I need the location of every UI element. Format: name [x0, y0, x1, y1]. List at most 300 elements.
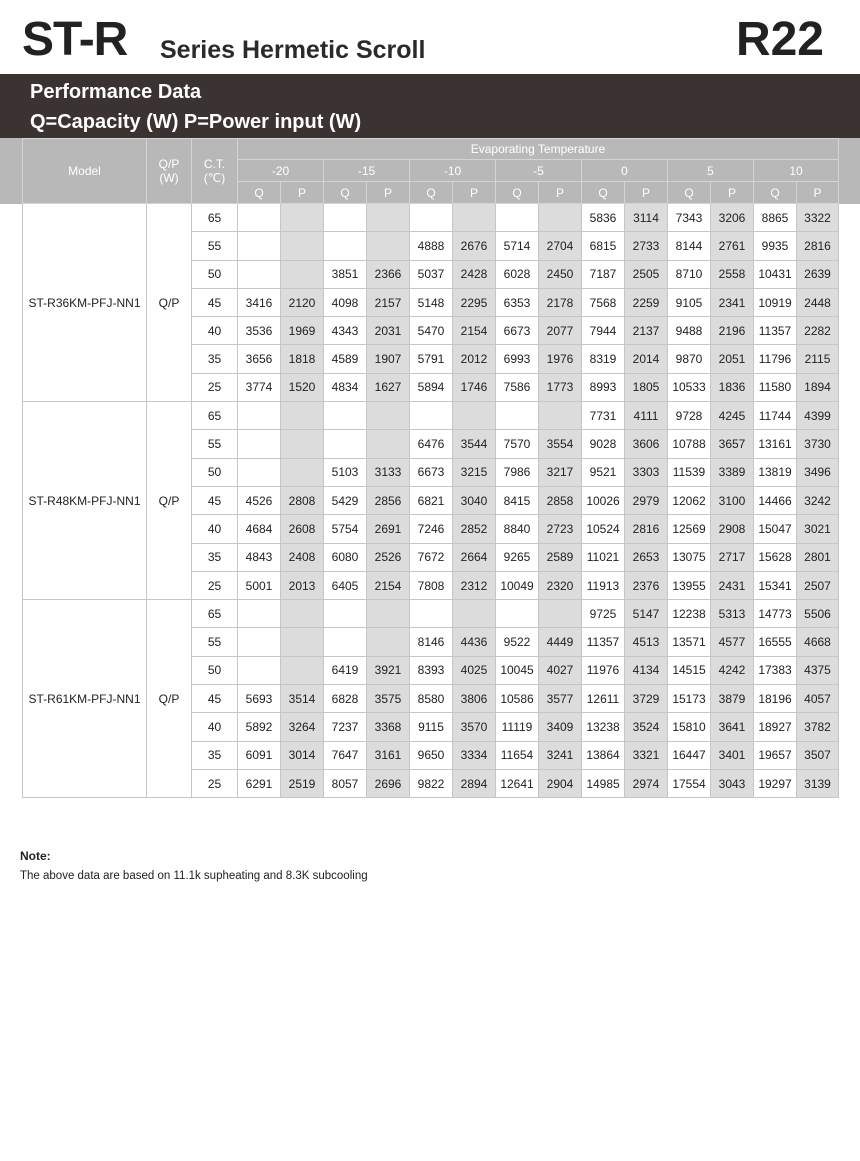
capacity-cell: 13819: [754, 458, 797, 486]
col-header-ct-line: (℃): [203, 171, 226, 185]
power-cell: 2259: [625, 288, 668, 316]
power-cell: [453, 600, 496, 628]
capacity-cell: [324, 600, 367, 628]
capacity-cell: 8865: [754, 204, 797, 232]
capacity-cell: 8319: [582, 345, 625, 373]
col-header-evaporating-temperature: Evaporating Temperature: [238, 139, 839, 160]
power-cell: 2448: [797, 288, 839, 316]
table-head: [23, 139, 839, 204]
capacity-cell: 17383: [754, 656, 797, 684]
power-cell: [367, 402, 410, 430]
power-cell: 3782: [797, 713, 839, 741]
power-cell: 3575: [367, 685, 410, 713]
capacity-cell: [410, 600, 453, 628]
capacity-cell: [324, 430, 367, 458]
capacity-cell: 9265: [496, 543, 539, 571]
power-cell: 3241: [539, 741, 582, 769]
capacity-cell: 16555: [754, 628, 797, 656]
col-header-q: Q: [754, 182, 797, 204]
capacity-cell: 8057: [324, 769, 367, 797]
power-cell: 1773: [539, 373, 582, 401]
capacity-cell: 6353: [496, 288, 539, 316]
power-cell: 2676: [453, 232, 496, 260]
power-cell: 2154: [453, 317, 496, 345]
power-cell: 3043: [711, 769, 754, 797]
col-header-q: Q: [238, 182, 281, 204]
capacity-cell: [324, 232, 367, 260]
power-cell: 2051: [711, 345, 754, 373]
note-text: The above data are based on 11.1k supheating and 8.3K subcooling: [20, 870, 368, 882]
ct-cell: 40: [192, 713, 238, 741]
capacity-cell: 5693: [238, 685, 281, 713]
model-cell: ST-R48KM-PFJ-NN1: [23, 402, 147, 600]
power-cell: 3303: [625, 458, 668, 486]
col-header-q: Q: [410, 182, 453, 204]
note-title: Note:: [20, 849, 51, 863]
power-cell: [453, 402, 496, 430]
capacity-cell: 7343: [668, 204, 711, 232]
ct-cell: 65: [192, 204, 238, 232]
capacity-cell: [238, 600, 281, 628]
capacity-cell: 15173: [668, 685, 711, 713]
capacity-cell: [238, 402, 281, 430]
power-cell: 3161: [367, 741, 410, 769]
power-cell: 2519: [281, 769, 324, 797]
capacity-cell: 4589: [324, 345, 367, 373]
capacity-cell: 10586: [496, 685, 539, 713]
power-cell: 2115: [797, 345, 839, 373]
col-header-p: P: [711, 182, 754, 204]
capacity-cell: 7672: [410, 543, 453, 571]
capacity-cell: 3416: [238, 288, 281, 316]
power-cell: 2431: [711, 571, 754, 599]
capacity-cell: 5001: [238, 571, 281, 599]
power-cell: 3496: [797, 458, 839, 486]
capacity-cell: 15810: [668, 713, 711, 741]
power-cell: 1818: [281, 345, 324, 373]
power-cell: 3139: [797, 769, 839, 797]
ct-cell: 50: [192, 458, 238, 486]
capacity-cell: 9105: [668, 288, 711, 316]
col-header-q: Q: [496, 182, 539, 204]
capacity-cell: 9725: [582, 600, 625, 628]
capacity-cell: 6419: [324, 656, 367, 684]
power-cell: 1907: [367, 345, 410, 373]
power-cell: 3114: [625, 204, 668, 232]
power-cell: 3657: [711, 430, 754, 458]
power-cell: 4449: [539, 628, 582, 656]
capacity-cell: 6821: [410, 486, 453, 514]
capacity-cell: 10026: [582, 486, 625, 514]
capacity-cell: 6405: [324, 571, 367, 599]
capacity-cell: 9728: [668, 402, 711, 430]
power-cell: 2733: [625, 232, 668, 260]
col-header-q: Q: [324, 182, 367, 204]
capacity-cell: 3774: [238, 373, 281, 401]
power-cell: 2507: [797, 571, 839, 599]
power-cell: 2157: [367, 288, 410, 316]
power-cell: [367, 204, 410, 232]
power-cell: 2295: [453, 288, 496, 316]
ct-cell: 50: [192, 260, 238, 288]
capacity-cell: 11744: [754, 402, 797, 430]
capacity-cell: 14466: [754, 486, 797, 514]
table-row: [23, 600, 839, 628]
power-cell: 2178: [539, 288, 582, 316]
col-header-p: P: [367, 182, 410, 204]
power-cell: 3554: [539, 430, 582, 458]
power-cell: [281, 204, 324, 232]
power-cell: 4242: [711, 656, 754, 684]
capacity-cell: 10788: [668, 430, 711, 458]
table-row: [23, 204, 839, 232]
capacity-cell: 6993: [496, 345, 539, 373]
model-cell: ST-R61KM-PFJ-NN1: [23, 600, 147, 798]
power-cell: [281, 628, 324, 656]
power-cell: 3577: [539, 685, 582, 713]
power-cell: [281, 600, 324, 628]
capacity-cell: 18927: [754, 713, 797, 741]
col-header-p: P: [539, 182, 582, 204]
capacity-cell: 6091: [238, 741, 281, 769]
capacity-cell: 6291: [238, 769, 281, 797]
ct-cell: 65: [192, 402, 238, 430]
capacity-cell: 5892: [238, 713, 281, 741]
table-row: [23, 402, 839, 430]
power-cell: 2014: [625, 345, 668, 373]
capacity-cell: 19657: [754, 741, 797, 769]
capacity-cell: 12569: [668, 515, 711, 543]
performance-table: [22, 138, 839, 798]
capacity-cell: 13075: [668, 543, 711, 571]
capacity-cell: 13955: [668, 571, 711, 599]
power-cell: 3401: [711, 741, 754, 769]
power-cell: 4027: [539, 656, 582, 684]
col-header-qp-line: Q/P: [158, 157, 180, 171]
capacity-cell: [238, 232, 281, 260]
power-cell: 2723: [539, 515, 582, 543]
power-cell: 5147: [625, 600, 668, 628]
power-cell: 3321: [625, 741, 668, 769]
power-cell: 2505: [625, 260, 668, 288]
power-cell: 3368: [367, 713, 410, 741]
power-cell: 2558: [711, 260, 754, 288]
capacity-cell: 10524: [582, 515, 625, 543]
power-cell: 2761: [711, 232, 754, 260]
power-cell: 2816: [797, 232, 839, 260]
power-cell: 2704: [539, 232, 582, 260]
capacity-cell: 7586: [496, 373, 539, 401]
power-cell: 3334: [453, 741, 496, 769]
table-body: [23, 204, 839, 798]
capacity-cell: 10533: [668, 373, 711, 401]
qp-cell: Q/P: [147, 402, 192, 600]
col-header-ct-line: C.T.: [203, 157, 226, 171]
capacity-cell: 9115: [410, 713, 453, 741]
power-cell: 4668: [797, 628, 839, 656]
capacity-cell: [238, 656, 281, 684]
capacity-cell: 4888: [410, 232, 453, 260]
power-cell: 2894: [453, 769, 496, 797]
power-cell: 2589: [539, 543, 582, 571]
qp-cell: Q/P: [147, 204, 192, 402]
ct-cell: 50: [192, 656, 238, 684]
col-header-q: Q: [668, 182, 711, 204]
capacity-cell: [238, 628, 281, 656]
series-title: Series Hermetic Scroll: [160, 36, 426, 64]
ct-cell: 55: [192, 430, 238, 458]
power-cell: 2366: [367, 260, 410, 288]
col-header-p: P: [453, 182, 496, 204]
power-cell: 4399: [797, 402, 839, 430]
power-cell: 4134: [625, 656, 668, 684]
capacity-cell: 10431: [754, 260, 797, 288]
capacity-cell: 12611: [582, 685, 625, 713]
ct-cell: 25: [192, 373, 238, 401]
power-cell: 3206: [711, 204, 754, 232]
capacity-cell: 8710: [668, 260, 711, 288]
capacity-cell: 9650: [410, 741, 453, 769]
power-cell: 2196: [711, 317, 754, 345]
power-cell: 2904: [539, 769, 582, 797]
capacity-cell: 11119: [496, 713, 539, 741]
power-cell: 5313: [711, 600, 754, 628]
power-cell: 2653: [625, 543, 668, 571]
power-cell: 4513: [625, 628, 668, 656]
capacity-cell: 7187: [582, 260, 625, 288]
power-cell: 2696: [367, 769, 410, 797]
ct-cell: 45: [192, 486, 238, 514]
page-header: [0, 0, 860, 74]
capacity-cell: [324, 402, 367, 430]
capacity-cell: [238, 458, 281, 486]
capacity-cell: 12062: [668, 486, 711, 514]
power-cell: 1894: [797, 373, 839, 401]
ct-cell: 40: [192, 515, 238, 543]
power-cell: 2908: [711, 515, 754, 543]
power-cell: 2526: [367, 543, 410, 571]
capacity-cell: 4843: [238, 543, 281, 571]
power-cell: 3100: [711, 486, 754, 514]
power-cell: 2154: [367, 571, 410, 599]
capacity-cell: 11913: [582, 571, 625, 599]
power-cell: [539, 402, 582, 430]
power-cell: [539, 600, 582, 628]
power-cell: 3921: [367, 656, 410, 684]
capacity-cell: 5836: [582, 204, 625, 232]
capacity-cell: 7986: [496, 458, 539, 486]
power-cell: 2816: [625, 515, 668, 543]
power-cell: 4436: [453, 628, 496, 656]
ct-cell: 45: [192, 288, 238, 316]
capacity-cell: 17554: [668, 769, 711, 797]
capacity-cell: 18196: [754, 685, 797, 713]
capacity-cell: [238, 204, 281, 232]
power-cell: 3133: [367, 458, 410, 486]
capacity-cell: 7568: [582, 288, 625, 316]
capacity-cell: 6828: [324, 685, 367, 713]
qp-cell: Q/P: [147, 600, 192, 798]
capacity-cell: 13238: [582, 713, 625, 741]
section-title: Performance Data: [30, 81, 202, 103]
power-cell: 2428: [453, 260, 496, 288]
power-cell: 1976: [539, 345, 582, 373]
capacity-cell: 7647: [324, 741, 367, 769]
power-cell: 2979: [625, 486, 668, 514]
ct-cell: 55: [192, 232, 238, 260]
capacity-cell: 7731: [582, 402, 625, 430]
power-cell: 2664: [453, 543, 496, 571]
power-cell: 2639: [797, 260, 839, 288]
power-cell: 3409: [539, 713, 582, 741]
col-header-evap-temp: -10: [410, 160, 496, 182]
capacity-cell: 11357: [754, 317, 797, 345]
power-cell: [281, 260, 324, 288]
power-cell: 3217: [539, 458, 582, 486]
capacity-cell: 8993: [582, 373, 625, 401]
capacity-cell: 4834: [324, 373, 367, 401]
power-cell: 4375: [797, 656, 839, 684]
capacity-cell: 16447: [668, 741, 711, 769]
power-cell: 3806: [453, 685, 496, 713]
col-header-qp-line: (W): [159, 171, 179, 185]
power-cell: 3729: [625, 685, 668, 713]
capacity-cell: 5470: [410, 317, 453, 345]
power-cell: [539, 204, 582, 232]
power-cell: 4111: [625, 402, 668, 430]
col-header-ct: [192, 139, 238, 204]
power-cell: [367, 600, 410, 628]
capacity-cell: 8144: [668, 232, 711, 260]
capacity-cell: 6673: [496, 317, 539, 345]
power-cell: 2013: [281, 571, 324, 599]
col-header-evap-temp: -15: [324, 160, 410, 182]
power-cell: [281, 232, 324, 260]
capacity-cell: 5037: [410, 260, 453, 288]
power-cell: 2974: [625, 769, 668, 797]
capacity-cell: 15341: [754, 571, 797, 599]
power-cell: 4245: [711, 402, 754, 430]
capacity-cell: [324, 204, 367, 232]
power-cell: 3264: [281, 713, 324, 741]
power-cell: 2077: [539, 317, 582, 345]
power-cell: 3014: [281, 741, 324, 769]
capacity-cell: 13864: [582, 741, 625, 769]
ct-cell: 25: [192, 769, 238, 797]
power-cell: 3215: [453, 458, 496, 486]
capacity-cell: 11580: [754, 373, 797, 401]
power-cell: 3606: [625, 430, 668, 458]
capacity-cell: 5791: [410, 345, 453, 373]
capacity-cell: 3851: [324, 260, 367, 288]
power-cell: [281, 458, 324, 486]
ct-cell: 35: [192, 543, 238, 571]
power-cell: [281, 402, 324, 430]
power-cell: 3514: [281, 685, 324, 713]
power-cell: [281, 430, 324, 458]
capacity-cell: 6080: [324, 543, 367, 571]
capacity-cell: 5103: [324, 458, 367, 486]
capacity-cell: 3536: [238, 317, 281, 345]
power-cell: 2450: [539, 260, 582, 288]
power-cell: 2608: [281, 515, 324, 543]
power-cell: [281, 656, 324, 684]
col-header-evap-temp: 0: [582, 160, 668, 182]
power-cell: [367, 232, 410, 260]
power-cell: 1836: [711, 373, 754, 401]
capacity-cell: 5714: [496, 232, 539, 260]
col-header-evap-temp: -20: [238, 160, 324, 182]
power-cell: 1746: [453, 373, 496, 401]
capacity-cell: 7237: [324, 713, 367, 741]
capacity-cell: 9522: [496, 628, 539, 656]
capacity-cell: 9488: [668, 317, 711, 345]
brand-title: ST-R: [22, 13, 128, 66]
capacity-cell: [238, 260, 281, 288]
power-cell: 2717: [711, 543, 754, 571]
refrigerant-label: R22: [735, 13, 824, 66]
capacity-cell: [410, 402, 453, 430]
power-cell: 1805: [625, 373, 668, 401]
capacity-cell: 8415: [496, 486, 539, 514]
capacity-cell: [238, 430, 281, 458]
capacity-cell: 10919: [754, 288, 797, 316]
capacity-cell: 5754: [324, 515, 367, 543]
capacity-cell: 15047: [754, 515, 797, 543]
power-cell: 4577: [711, 628, 754, 656]
capacity-cell: 7944: [582, 317, 625, 345]
ct-cell: 55: [192, 628, 238, 656]
power-cell: 2137: [625, 317, 668, 345]
capacity-cell: [496, 600, 539, 628]
power-cell: 2801: [797, 543, 839, 571]
capacity-cell: 11796: [754, 345, 797, 373]
power-cell: 3730: [797, 430, 839, 458]
power-cell: 2031: [367, 317, 410, 345]
capacity-cell: 5148: [410, 288, 453, 316]
capacity-cell: 9935: [754, 232, 797, 260]
power-cell: 4025: [453, 656, 496, 684]
capacity-cell: 4684: [238, 515, 281, 543]
capacity-cell: 7808: [410, 571, 453, 599]
power-cell: 2341: [711, 288, 754, 316]
capacity-cell: 10049: [496, 571, 539, 599]
power-cell: 2852: [453, 515, 496, 543]
power-cell: 3021: [797, 515, 839, 543]
capacity-cell: 7246: [410, 515, 453, 543]
capacity-cell: 4098: [324, 288, 367, 316]
capacity-cell: 5894: [410, 373, 453, 401]
capacity-cell: 8393: [410, 656, 453, 684]
power-cell: [453, 204, 496, 232]
power-cell: 2120: [281, 288, 324, 316]
capacity-cell: 9870: [668, 345, 711, 373]
capacity-cell: [496, 204, 539, 232]
capacity-cell: 9521: [582, 458, 625, 486]
power-cell: 2320: [539, 571, 582, 599]
col-header-q: Q: [582, 182, 625, 204]
capacity-cell: 15628: [754, 543, 797, 571]
power-cell: 3544: [453, 430, 496, 458]
ct-cell: 40: [192, 317, 238, 345]
power-cell: 1520: [281, 373, 324, 401]
capacity-cell: 9028: [582, 430, 625, 458]
capacity-cell: 14515: [668, 656, 711, 684]
capacity-cell: 4526: [238, 486, 281, 514]
power-cell: [367, 628, 410, 656]
power-cell: 2282: [797, 317, 839, 345]
capacity-cell: [324, 628, 367, 656]
